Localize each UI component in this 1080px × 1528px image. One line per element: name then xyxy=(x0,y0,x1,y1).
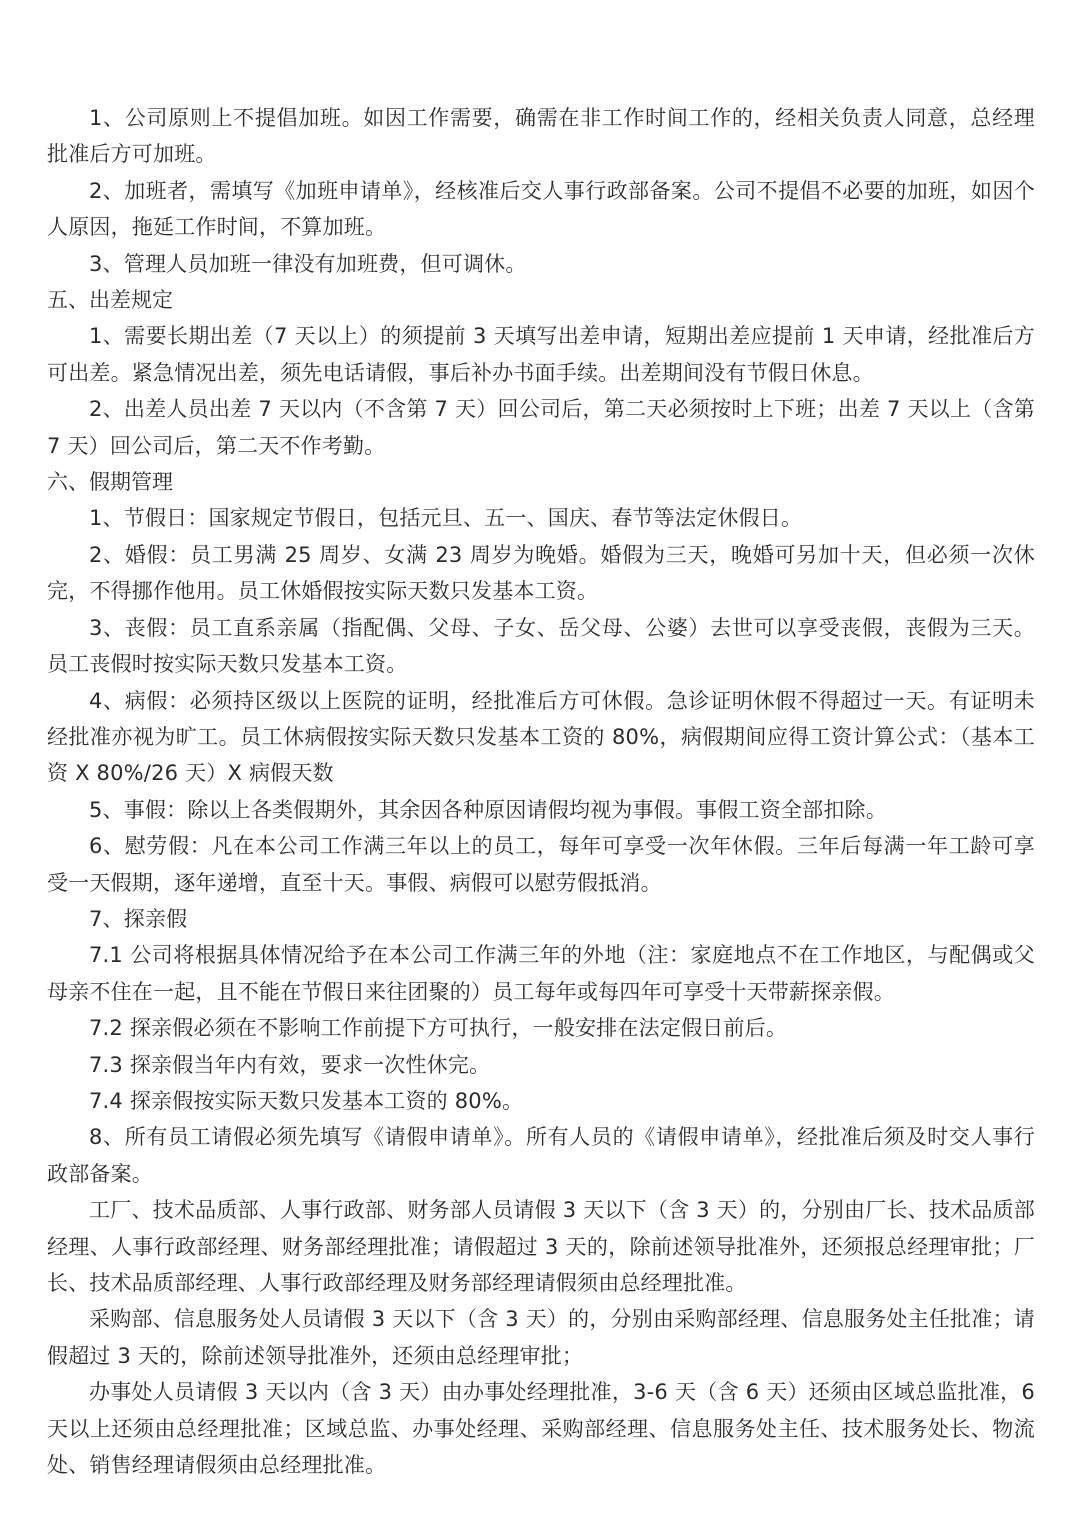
paragraph-leave-personal: 5、事假：除以上各类假期外，其余因各种原因请假均视为事假。事假工资全部扣除。 xyxy=(89,797,887,822)
paragraph-leave-bereavement: 3、丧假：员工直系亲属（指配偶、父母、子女、岳父母、公婆）去世可以享受丧假，丧假为三天。员工丧假时按实际天数只发基本工资。 xyxy=(47,615,1035,677)
paragraph-overtime-1: 1、公司原则上不提倡加班。如因工作需要，确需在非工作时间工作的，经相关负责人同意，总经理批准后方可加班。 xyxy=(47,106,1035,167)
paragraph-family-visit-7-4: 7.4 探亲假按实际天数只发基本工资的 80%。 xyxy=(89,1088,524,1113)
paragraph-family-visit-7-3: 7.3 探亲假当年内有效，要求一次性休完。 xyxy=(89,1052,491,1077)
paragraph-leave-family-visit: 7、探亲假 xyxy=(89,906,188,931)
paragraph-leave-marriage: 2、婚假：员工男满 25 周岁、女满 23 周岁为晚婚。婚假为三天，晚婚可另加十天，但必须一次休完，不得挪作他用。员工休婚假按实际天数只发基本工资。 xyxy=(47,542,1035,604)
paragraph-approval-factory: 工厂、技术品质部、人事行政部、财务部人员请假 3 天以下（含 3 天）的，分别由厂长、技术品质部经理、人事行政部经理、财务部经理批准；请假超过 3 天的，除前述领导批准外，还须报总经理审批；厂长、技术品质部经理、人事行政部经理及财务部经理请假须由总经理批准。 xyxy=(47,1198,1035,1295)
paragraph-overtime-3: 3、管理人员加班一律没有加班费，但可调休。 xyxy=(89,251,527,276)
paragraph-family-visit-7-2: 7.2 探亲假必须在不影响工作前提下方可执行，一般安排在法定假日前后。 xyxy=(89,1016,788,1041)
paragraph-leave-application: 8、所有员工请假必须先填写《请假申请单》。所有人员的《请假申请单》，经批准后须及时交人事行政部备案。 xyxy=(47,1125,1035,1186)
paragraph-approval-purchasing: 采购部、信息服务处人员请假 3 天以下（含 3 天）的，分别由采购部经理、信息服务处主任批准；请假超过 3 天的，除前述领导批准外，还须由总经理审批； xyxy=(47,1307,1035,1368)
paragraph-leave-sick: 4、病假：必须持区级以上医院的证明，经批准后方可休假。急诊证明休假不得超过一天。有证明未经批准亦视为旷工。员工休病假按实际天数只发基本工资的 80%，病假期间应得工资计算公式：（基本工资 X 80%/26 天）X 病假天数 xyxy=(47,688,1035,786)
paragraph-approval-office: 办事处人员请假 3 天以内（含 3 天）由办事处经理批准，3-6 天（含 6 天）还须由区域总监批准，6 天以上还须由总经理批准；区域总监、办事处经理、采购部经理、信息服务处主任、技术服务处长、物流处、销售经理请假须由总经理批准。 xyxy=(47,1380,1035,1478)
paragraph-leave-annual: 6、慰劳假：凡在本公司工作满三年以上的员工，每年可享受一次年休假。三年后每满一年工龄可享受一天假期，逐年递增，直至十天。事假、病假可以慰劳假抵消。 xyxy=(47,834,1035,895)
paragraph-trip-1: 1、需要长期出差（7 天以上）的须提前 3 天填写出差申请，短期出差应提前 1 天申请，经批准后方可出差。紧急情况出差，须先电话请假，事后补办书面手续。出差期间没有节假日休息。 xyxy=(47,324,1035,385)
section-heading-business-trip: 五、出差规定 xyxy=(47,288,173,313)
paragraph-overtime-2: 2、加班者，需填写《加班申请单》，经核准后交人事行政部备案。公司不提倡不必要的加班，如因个人原因，拖延工作时间，不算加班。 xyxy=(47,178,1035,240)
paragraph-leave-holiday: 1、节假日：国家规定节假日，包括元旦、五一、国庆、春节等法定休假日。 xyxy=(89,506,803,531)
paragraph-trip-2: 2、出差人员出差 7 天以内（不含第 7 天）回公司后，第二天必须按时上下班；出差 7 天以上（含第 7 天）回公司后，第二天不作考勤。 xyxy=(47,397,1035,458)
paragraph-family-visit-7-1: 7.1 公司将根据具体情况给予在本公司工作满三年的外地（注：家庭地点不在工作地区，与配偶或父母亲不住在一起，且不能在节假日来往团聚的）员工每年或每四年可享受十天带薪探亲假。 xyxy=(47,943,1035,1004)
section-heading-leave-management: 六、假期管理 xyxy=(47,470,173,495)
document-page xyxy=(47,100,1035,1483)
